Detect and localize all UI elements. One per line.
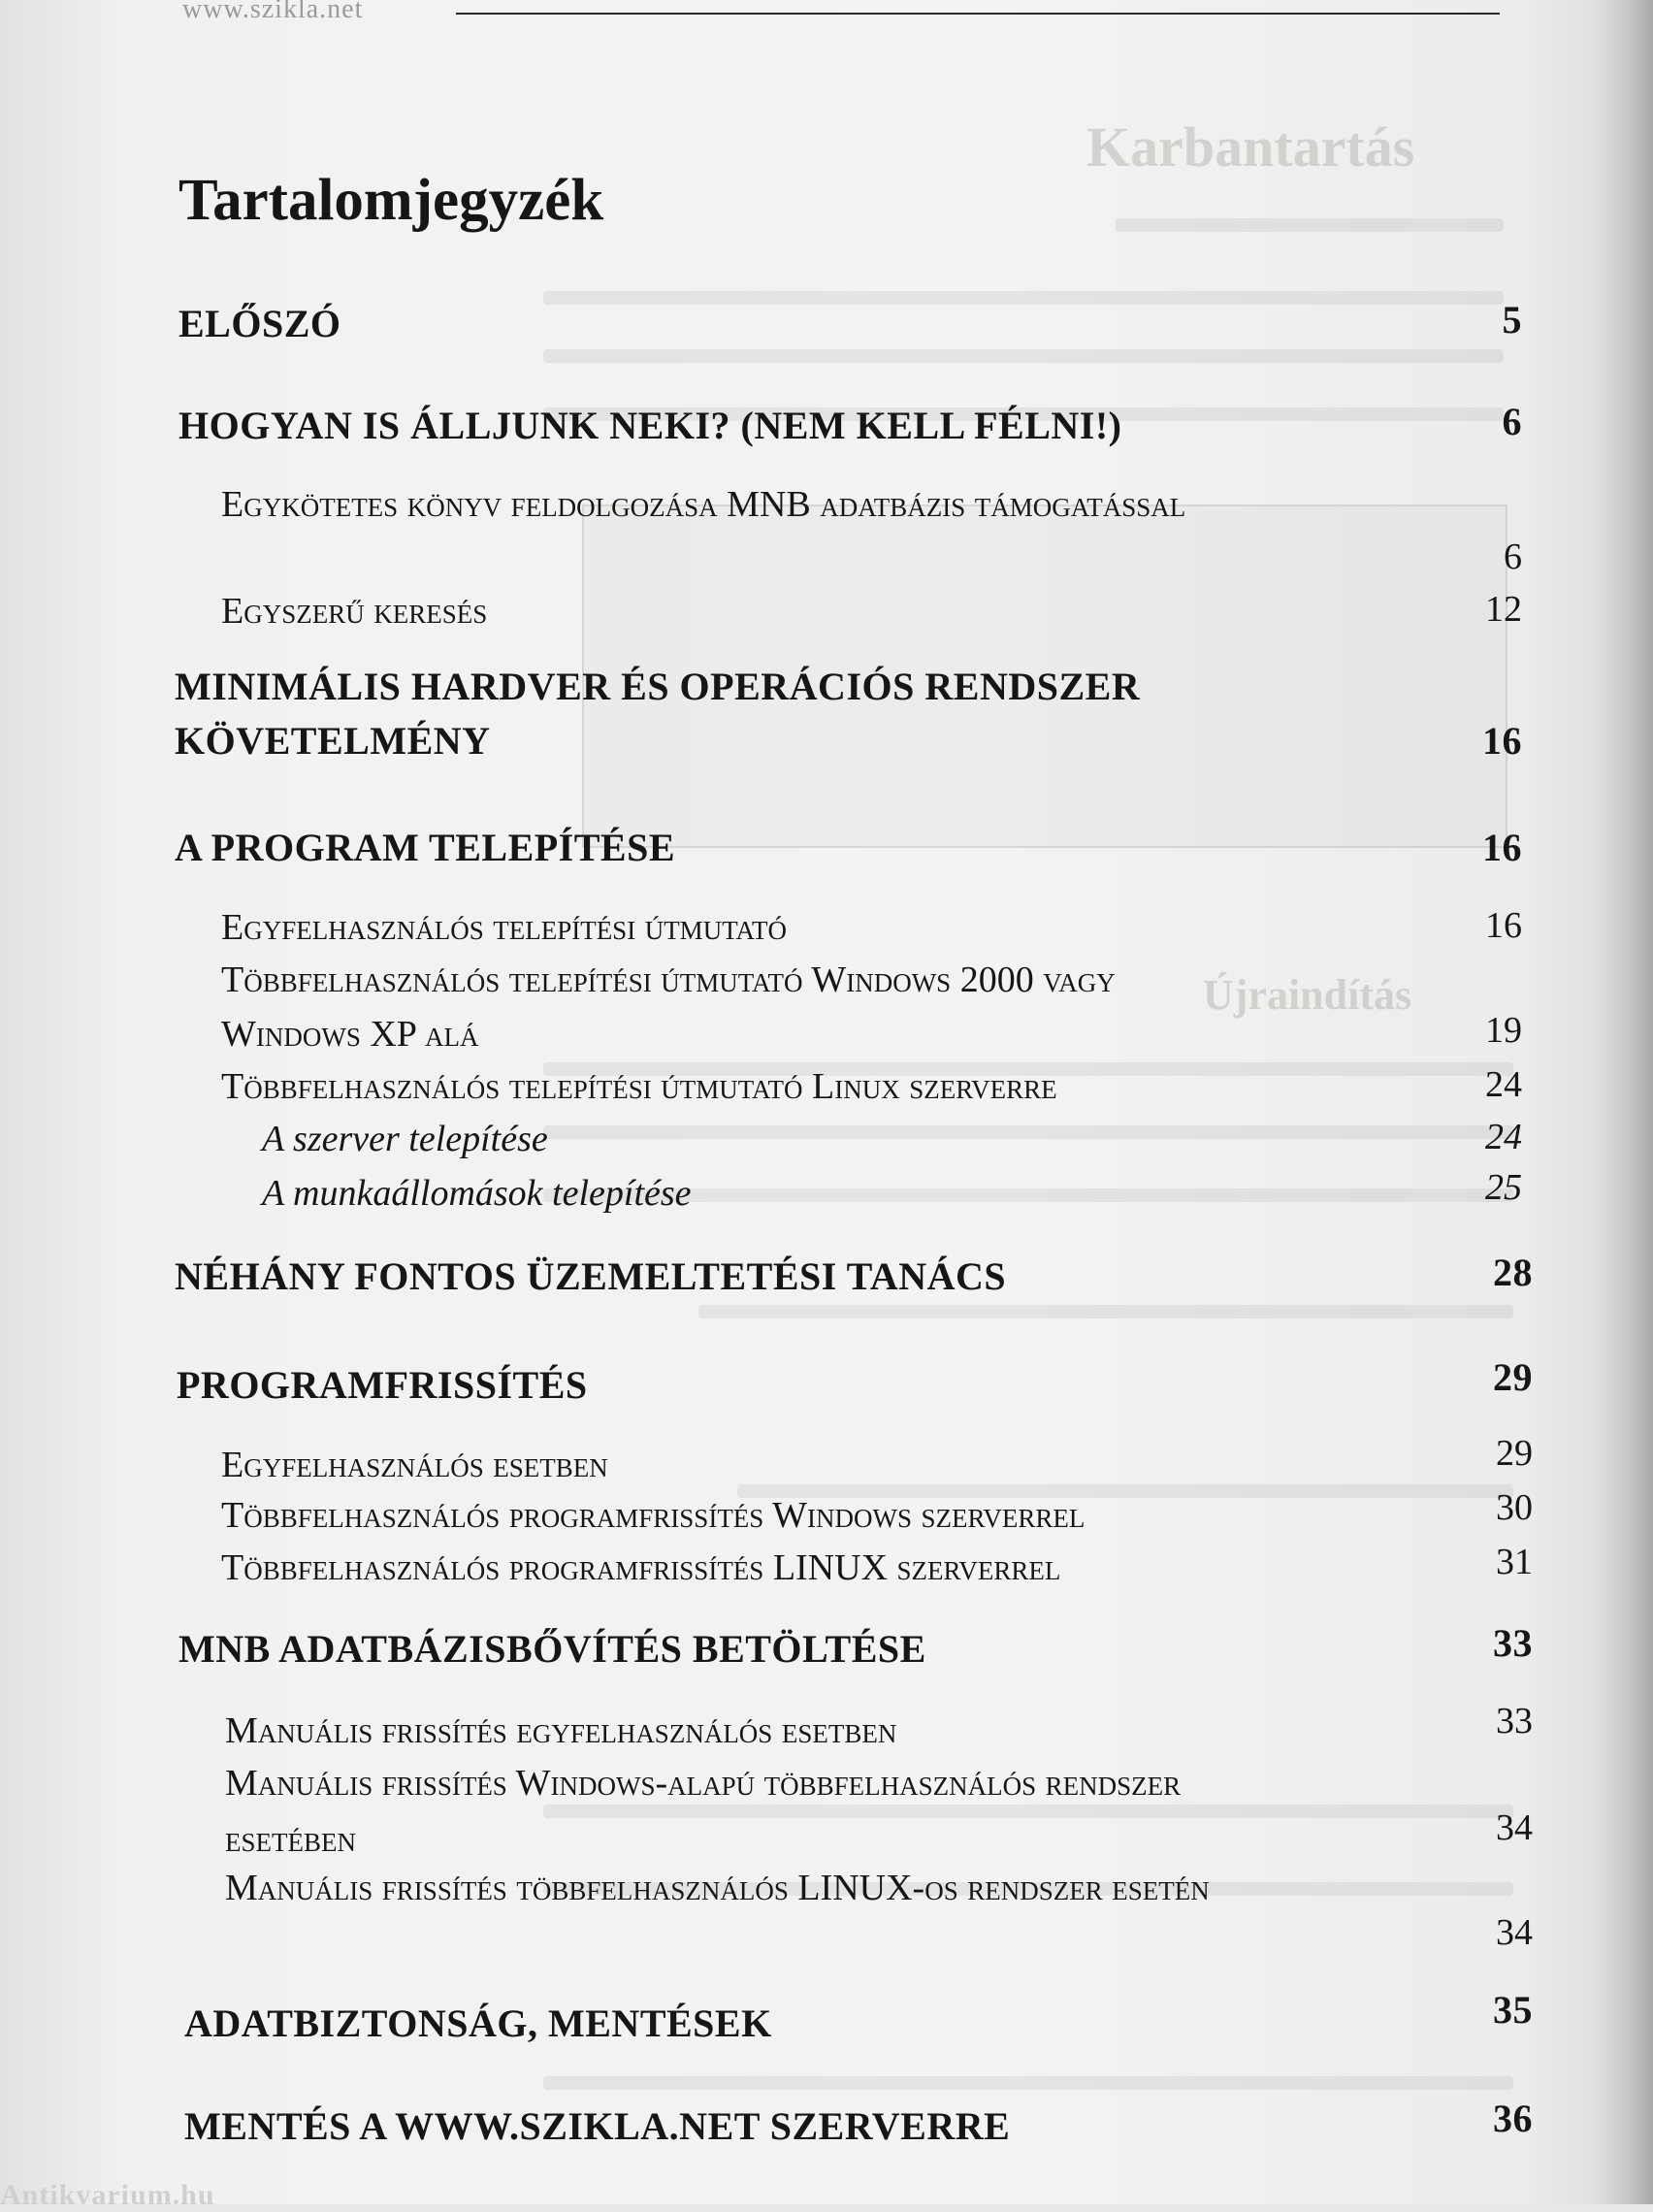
toc-entry-title: Többfelhasználós telepítési útmutató Linux szerverre xyxy=(221,1066,1057,1107)
toc-entry-page: 5 xyxy=(1502,298,1522,342)
footer-watermark: Antikvarium.hu xyxy=(0,2179,215,2211)
toc-entry-page: 33 xyxy=(1493,1621,1533,1665)
toc-entry-title: A PROGRAM TELEPÍTÉSE xyxy=(175,826,676,869)
toc-entry-title: Többfelhasználós programfrissítés LINUX szerverrel xyxy=(221,1547,1061,1588)
toc-entry-page: 30 xyxy=(1496,1487,1533,1528)
toc-entry-page: 29 xyxy=(1496,1433,1533,1474)
header-url: www.szikla.net xyxy=(182,0,364,24)
toc-entry-title: Egykötetes könyv feldolgozása MNB adatbázis támogatással xyxy=(221,484,1186,525)
toc-entry-page: 35 xyxy=(1493,1988,1533,2032)
bleed-through-text-line xyxy=(698,1305,1513,1318)
toc-entry-title: Manuális frissítés többfelhasználós LINUX-os rendszer esetén xyxy=(225,1868,1210,1908)
bleed-through-text-line xyxy=(543,291,1504,305)
toc-entry-title: MNB ADATBÁZISBŐVÍTÉS BETÖLTÉSE xyxy=(178,1627,926,1671)
bleed-through-text-line xyxy=(543,1125,1513,1139)
toc-entry-title: Többfelhasználós telepítési útmutató Windows 2000 vagy xyxy=(221,960,1116,1000)
toc-entry-page: 12 xyxy=(1485,589,1522,630)
toc-entry-title: NÉHÁNY FONTOS ÜZEMELTETÉSI TANÁCS xyxy=(175,1254,1007,1298)
toc-entry-title: A munkaállomások telepítése xyxy=(262,1173,692,1214)
toc-entry-page: 28 xyxy=(1493,1251,1533,1294)
toc-entry-title: Egyfelhasználós esetben xyxy=(221,1445,608,1485)
toc-entry-page: 34 xyxy=(1496,1807,1533,1848)
toc-entry-title: MINIMÁLIS HARDVER ÉS OPERÁCIÓS RENDSZER xyxy=(175,665,1141,708)
page-spine-shadow xyxy=(1595,0,1653,2204)
toc-entry-title-continued: Windows XP alá xyxy=(221,1014,479,1055)
bleed-through-heading-2: Újraindítás xyxy=(1203,971,1412,1019)
toc-entry-page: 24 xyxy=(1485,1117,1522,1157)
toc-entry-title: Egyfelhasználós telepítési útmutató xyxy=(221,907,788,948)
toc-entry-page: 16 xyxy=(1485,905,1522,946)
toc-entry-page: 33 xyxy=(1496,1701,1533,1741)
toc-entry-title: MENTÉS A WWW.SZIKLA.NET SZERVERRE xyxy=(184,2104,1011,2148)
toc-entry-title: HOGYAN IS ÁLLJUNK NEKI? (NEM KELL FÉLNI!) xyxy=(178,404,1122,447)
toc-entry-title-continued: esetében xyxy=(225,1819,356,1860)
bleed-through-text-line xyxy=(543,1805,1513,1818)
toc-entry-title-continued: KÖVETELMÉNY xyxy=(175,719,491,763)
page-title: Tartalomjegyzék xyxy=(178,168,604,233)
toc-entry-title: Manuális frissítés egyfelhasználós esetben xyxy=(225,1710,897,1751)
toc-entry-title: ELŐSZÓ xyxy=(178,302,341,345)
toc-entry-title: Egyszerű keresés xyxy=(221,591,488,632)
toc-entry-page: 36 xyxy=(1493,2097,1533,2140)
toc-entry-page: 25 xyxy=(1485,1167,1522,1208)
toc-entry-page: 29 xyxy=(1493,1355,1533,1399)
toc-entry-page: 16 xyxy=(1482,826,1522,869)
bleed-through-text-line xyxy=(1116,218,1504,232)
toc-entry-title: PROGRAMFRISSÍTÉS xyxy=(177,1363,588,1407)
toc-entry-page: 19 xyxy=(1485,1010,1522,1051)
toc-entry-page: 6 xyxy=(1504,537,1522,577)
toc-entry-page: 16 xyxy=(1482,719,1522,763)
toc-entry-page: 24 xyxy=(1485,1064,1522,1105)
toc-entry-page: 31 xyxy=(1496,1542,1533,1582)
bleed-through-text-line xyxy=(543,349,1504,363)
toc-entry-title: ADATBIZTONSÁG, MENTÉSEK xyxy=(184,2001,772,2045)
bleed-through-heading: Karbantartás xyxy=(1086,115,1415,179)
toc-entry-title: Többfelhasználós programfrissítés Windows szerverrel xyxy=(221,1495,1086,1536)
header-rule xyxy=(456,13,1500,15)
toc-entry-title: Manuális frissítés Windows-alapú többfelhasználós rendszer xyxy=(225,1763,1182,1804)
toc-entry-title: A szerver telepítése xyxy=(262,1119,548,1159)
toc-entry-page: 34 xyxy=(1496,1912,1533,1953)
bleed-through-text-line xyxy=(543,2076,1513,2090)
toc-entry-page: 6 xyxy=(1502,400,1522,443)
